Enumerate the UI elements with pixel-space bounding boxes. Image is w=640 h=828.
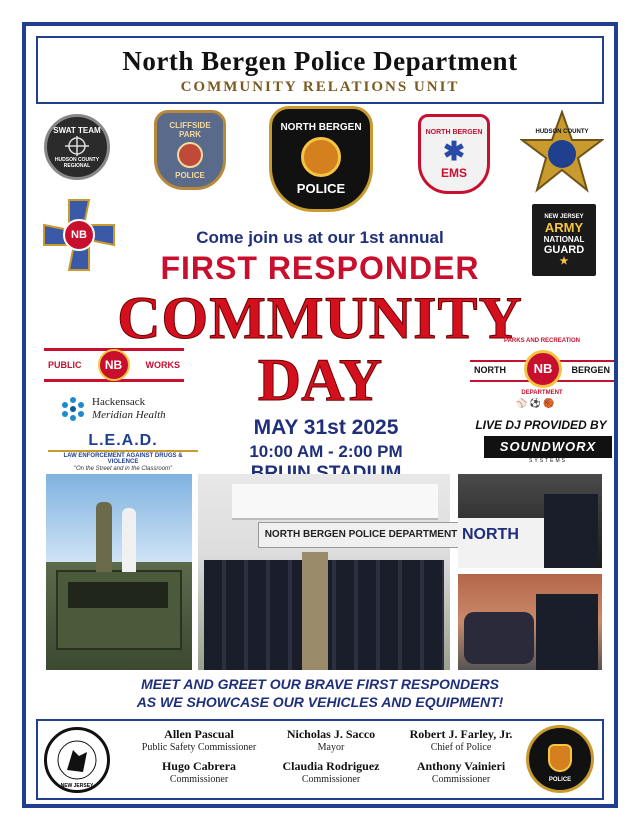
parks-right: BERGEN (571, 365, 610, 375)
police-seal (526, 725, 594, 793)
dj-label: LIVE DJ PROVIDED BY (475, 418, 607, 432)
official-farley (386, 727, 536, 753)
parks-left: NORTH (474, 365, 506, 375)
official-role: Mayor (317, 742, 345, 753)
person-soldier (96, 502, 112, 572)
official-role: Commissioner (431, 774, 491, 785)
sheriff-badge-line1: HUDSON COUNTY (535, 129, 589, 135)
official-role: Public Safety Commissioner (141, 742, 257, 753)
parks-top-text: PARKS AND RECREATION (504, 338, 580, 344)
public-works-logo (44, 348, 184, 382)
swat-badge-title: SWAT TEAM (53, 125, 101, 135)
sheriff-star-icon (520, 110, 604, 194)
official-name: Nicholas J. Sacco (286, 727, 376, 741)
official-name: Allen Pascual (164, 727, 234, 741)
header-box (36, 36, 604, 104)
lead-logo (48, 432, 198, 476)
public-works-circle: NB (98, 349, 130, 381)
officers-motorcycle (536, 594, 598, 670)
event-title-line3: DAY (257, 347, 383, 413)
event-date: MAY 31st 2025 (253, 416, 399, 439)
fire-badge-text: NB (71, 229, 87, 241)
lead-full-name: LAW ENFORCEMENT AGAINST DRUGS & VIOLENCE (63, 453, 183, 465)
cliffside-badge-line3: POLICE (175, 170, 205, 180)
sports-balls-icon: ⚾ ⚽ 🏀 (516, 398, 555, 408)
hackensack-line1: Hackensack (92, 396, 146, 408)
police-seal-mid: POLICE (548, 777, 572, 783)
public-works-right: WORKS (145, 360, 180, 370)
lead-motto: "On the Street and in the Classroom" (73, 466, 173, 472)
hackensack-line2: Meridian Health (92, 409, 166, 421)
official-name: Hugo Cabrera (161, 759, 237, 773)
footer-officials (36, 719, 604, 800)
township-seal (44, 727, 110, 793)
official-rodriguez (256, 759, 406, 785)
photo-motorcycle (458, 574, 602, 670)
nbpd-badge-line3: POLICE (296, 181, 346, 196)
event-title-line2: COMMUNITY (117, 285, 523, 351)
photo-patrol-car (458, 474, 602, 568)
swat-team-badge (44, 114, 110, 180)
officers-by-car (544, 494, 598, 568)
ems-badge-line1: NORTH BERGEN (425, 128, 483, 136)
official-vainieri (386, 759, 536, 785)
cliffside-park-police-badge (154, 110, 226, 190)
event-time: 10:00 AM - 2:00 PM (249, 442, 403, 461)
motorcycle-shape (464, 612, 534, 664)
parks-recreation-logo (470, 338, 614, 408)
official-name: Robert J. Farley, Jr. (409, 727, 513, 741)
police-seal-emblem-icon (548, 744, 572, 772)
event-title-line1: FIRST RESPONDER (160, 250, 480, 286)
cliffside-badge-line2: PARK (178, 129, 202, 139)
soldier-center (302, 552, 328, 670)
crosshair-icon (62, 135, 92, 157)
person-civilian (122, 508, 136, 572)
nbpd-seal-icon (301, 137, 341, 177)
hackensack-mark-icon (60, 396, 86, 422)
photo-military-truck (46, 474, 192, 670)
cliffside-badge-line1: CLIFFSIDE (169, 120, 211, 130)
public-works-left: PUBLIC (48, 360, 82, 370)
star-of-life-icon: ✱ (443, 135, 465, 166)
guard-badge-line3: NATIONAL (543, 234, 585, 244)
north-bergen-ems-badge (418, 114, 490, 194)
lead-name: L.E.A.D. (48, 432, 198, 452)
nbpd-badge-line1: NORTH BERGEN (280, 122, 362, 133)
north-bergen-police-badge (269, 106, 373, 212)
official-name: Claudia Rodriguez (282, 759, 380, 773)
seal-icon (177, 142, 203, 168)
unit-subtitle: COMMUNITY RELATIONS UNIT (180, 79, 460, 95)
parks-bottom-text: DEPARTMENT (521, 390, 563, 396)
township-seal-icon (47, 730, 107, 790)
swat-badge-subtitle: HUDSON COUNTY REGIONAL (54, 156, 100, 169)
official-role: Chief of Police (430, 742, 492, 753)
official-cabrera (124, 759, 274, 785)
hackensack-meridian-logo (60, 394, 190, 424)
hudson-county-sheriff-badge (520, 110, 604, 194)
ems-badge-line2: EMS (440, 165, 467, 180)
photo-group-officers (198, 474, 450, 670)
soundworx-logo: SOUNDWORX (484, 436, 612, 458)
guard-badge-line4: GUARD (543, 243, 585, 256)
guard-star-icon: ★ (559, 255, 569, 267)
truck-window (68, 582, 168, 608)
official-sacco (256, 727, 406, 753)
department-title: North Bergen Police Department (122, 46, 518, 76)
tent-canopy (232, 484, 438, 520)
event-intro: Come join us at our 1st annual (196, 228, 444, 247)
official-role: Commissioner (169, 774, 229, 785)
tagline-line1: MEET AND GREET OUR BRAVE FIRST RESPONDERS (141, 676, 499, 692)
guard-badge-line1: NEW JERSEY (544, 213, 584, 220)
tagline-line2: AS WE SHOWCASE OUR VEHICLES AND EQUIPMENT! (136, 694, 504, 710)
soundworx-sub: SYSTEMS (529, 458, 567, 464)
official-role: Commissioner (301, 774, 361, 785)
official-name: Anthony Vainieri (416, 759, 506, 773)
official-pascual (124, 727, 274, 753)
flyer-frame (22, 22, 618, 808)
guard-badge-line2: ARMY (544, 219, 584, 235)
township-seal-bottom: NEW JERSEY (60, 783, 94, 789)
car-text: NORTH (462, 526, 519, 543)
photo-banner: NORTH BERGEN POLICE DEPARTMENT (258, 522, 464, 548)
parks-circle: NB (524, 350, 562, 388)
